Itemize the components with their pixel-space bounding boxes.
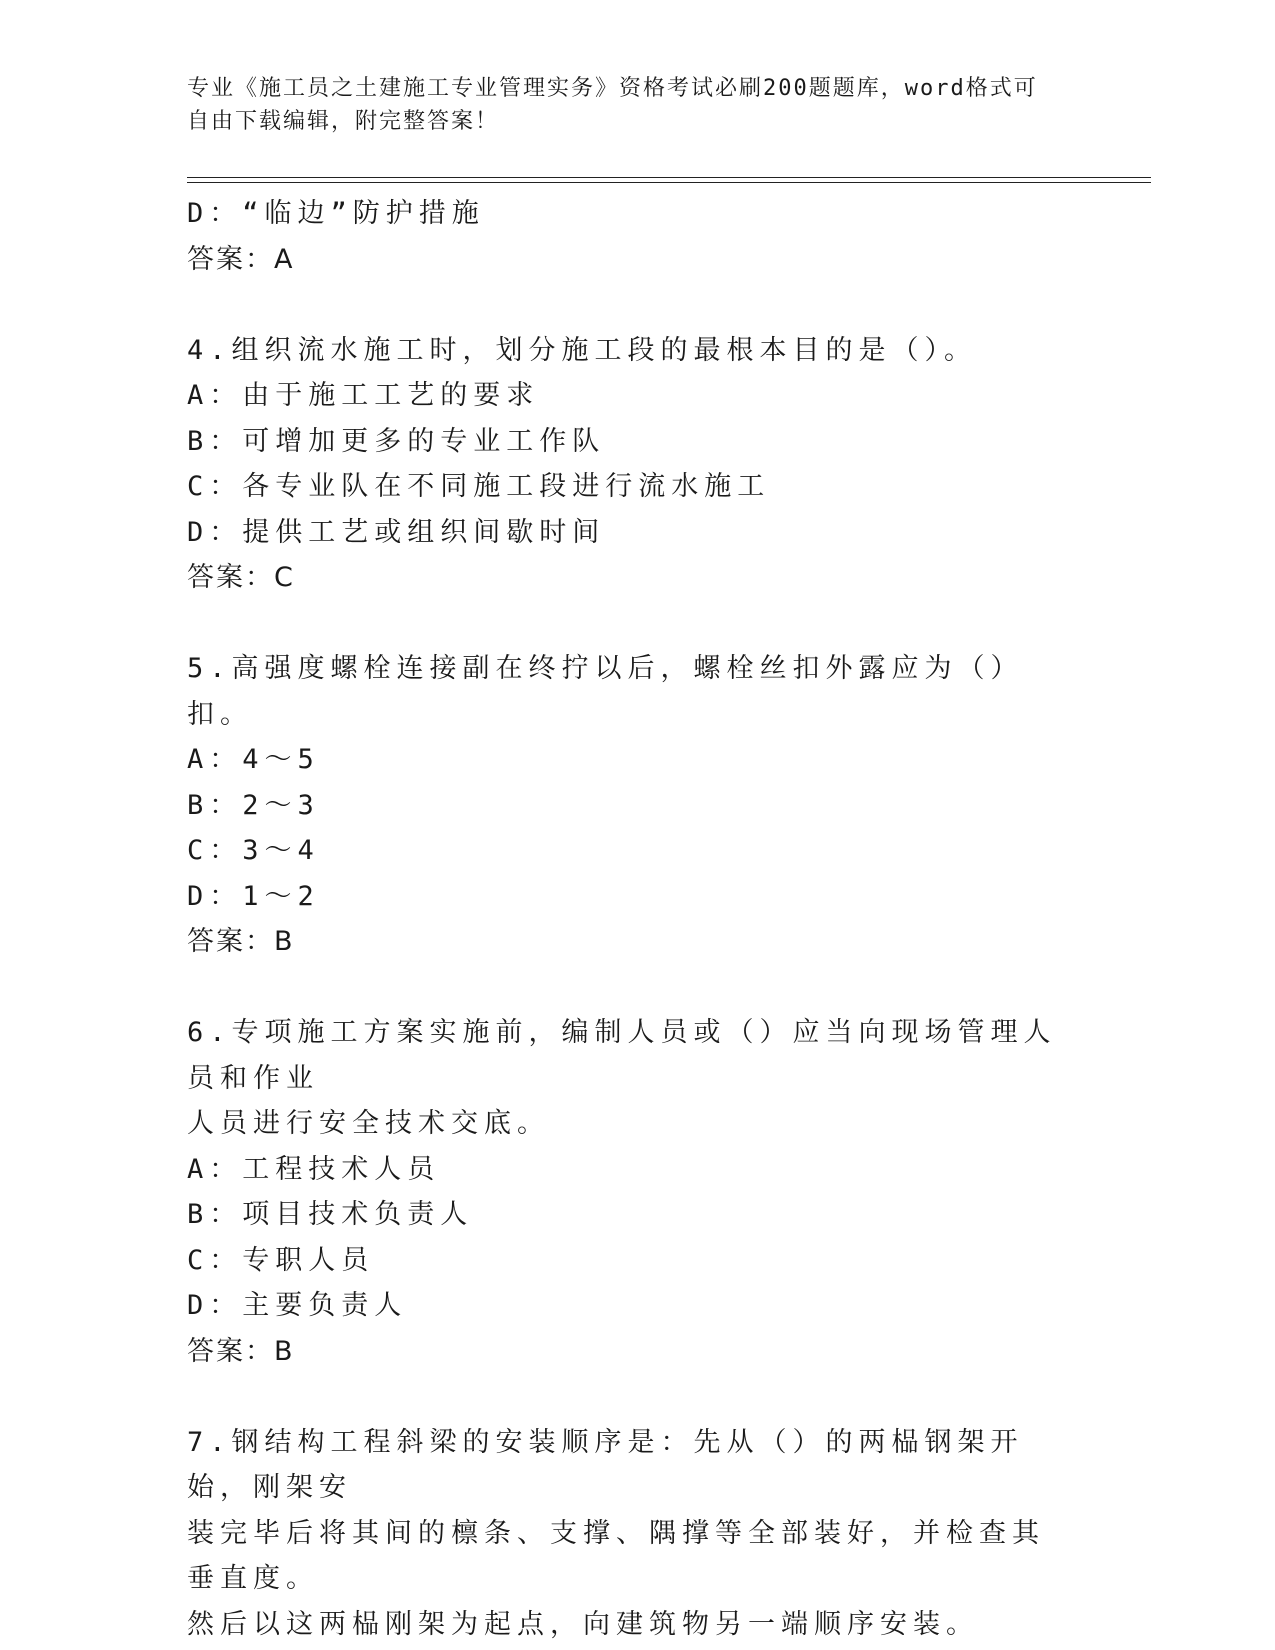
q5-answer: 答案：B <box>187 926 295 957</box>
q6-stem-line-2: 人员进行安全技术交底。 <box>187 1108 550 1139</box>
header-line-1: 专业《施工员之土建施工专业管理实务》资格考试必刷200题题库，word格式可 <box>187 76 1038 101</box>
q4-option-c: C：各专业队在不同施工段进行流水施工 <box>187 471 771 502</box>
document-header <box>187 72 1067 138</box>
q5-stem: 5.高强度螺栓连接副在终拧以后，螺栓丝扣外露应为（）扣。 <box>187 653 1024 730</box>
q5-option-c: C：3～4 <box>187 835 320 866</box>
q6-option-b: B：项目技术负责人 <box>187 1199 474 1230</box>
q4-answer: 答案：C <box>187 562 295 593</box>
q5-option-a: A：4～5 <box>187 744 320 775</box>
q6-answer: 答案：B <box>187 1335 295 1367</box>
q7-stem-line-3: 然后以这两榀刚架为起点，向建筑物另一端顺序安装。 <box>187 1608 979 1640</box>
q4-option-b: B：可增加更多的专业工作队 <box>187 425 606 457</box>
spacer <box>187 1374 1067 1420</box>
q4-option-a: A：由于施工工艺的要求 <box>187 380 540 411</box>
document-body <box>187 191 1067 1647</box>
q7-stem-line-2: 装完毕后将其间的檩条、支撑、隅撑等全部装好，并检查其垂直度。 <box>187 1517 1045 1594</box>
q5-option-b: B：2～3 <box>187 789 320 821</box>
q4-stem: 4.组织流水施工时，划分施工段的最根本目的是（）。 <box>187 334 978 366</box>
q4-option-d: D：提供工艺或组织间歇时间 <box>187 516 606 548</box>
q6-stem-line-1: 6.专项施工方案实施前，编制人员或（）应当向现场管理人员和作业 <box>187 1017 1057 1094</box>
spacer <box>187 282 1067 328</box>
q7-stem-line-1: 7.钢结构工程斜梁的安装顺序是：先从（）的两榀钢架开始，刚架安 <box>187 1426 1024 1503</box>
q3-answer: 答案：A <box>187 243 295 275</box>
header-divider-top <box>187 177 1151 178</box>
q5-option-d: D：1～2 <box>187 880 320 912</box>
spacer <box>187 601 1067 647</box>
q6-option-c: C：专职人员 <box>187 1244 375 1276</box>
header-line-2: 自由下载编辑，附完整答案！ <box>187 109 500 134</box>
q6-option-a: A：工程技术人员 <box>187 1153 441 1185</box>
header-divider-bottom <box>187 182 1151 183</box>
spacer <box>187 965 1067 1011</box>
q3-option-d: D：“临边”防护措施 <box>187 198 485 229</box>
q6-option-d: D：主要负责人 <box>187 1290 408 1321</box>
